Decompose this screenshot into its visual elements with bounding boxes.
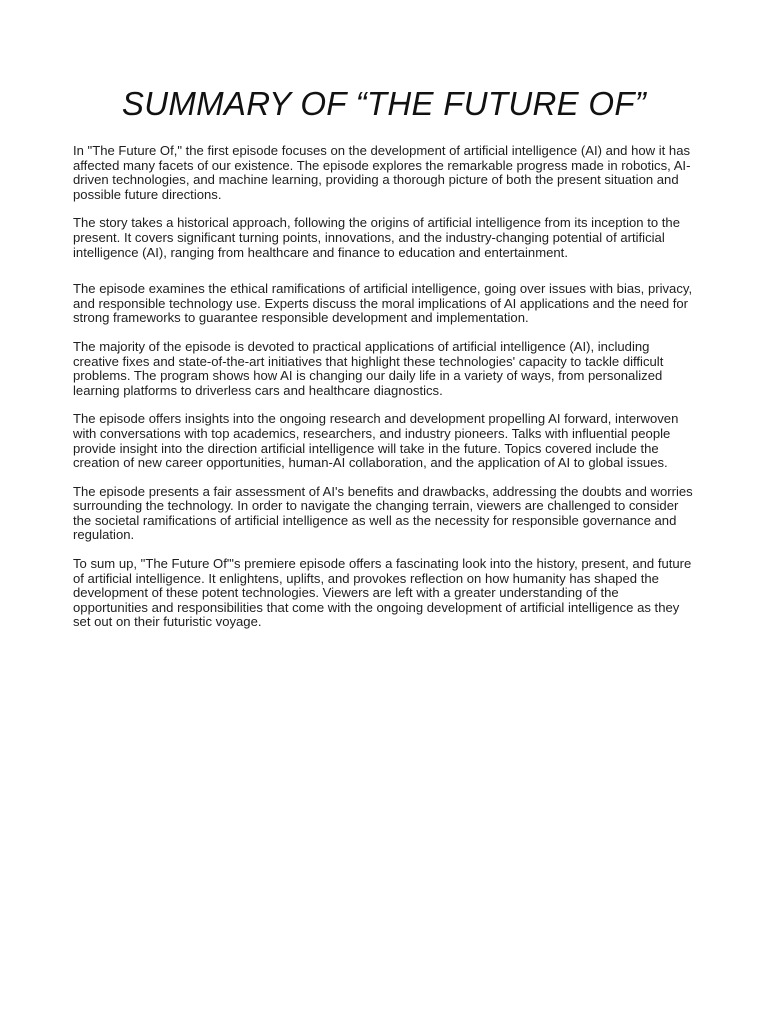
paragraph-assessment: The episode presents a fair assessment of AI's benefits and drawbacks, addressing the doubts and worries surrounding the technology. In order to navigate the changing terrain, viewers are challenged to consider the societal ramifications of artificial intelligence as well as the necessity for responsible governance and regulation. [73, 483, 693, 543]
document-title: SUMMARY OF “THE FUTURE OF” [121, 85, 647, 122]
paragraph-conclusion: To sum up, "The Future Of"'s premiere episode offers a fascinating look into the history, present, and future of artificial intelligence. It enlightens, uplifts, and provokes reflection on how humanity has shaped the development of these potent technologies. Viewers are left with a greater understanding of the opportunities and responsibilities that come with the ongoing development of artificial intelligence as they set out on their futuristic voyage. [73, 556, 692, 630]
document-page [73, 84, 695, 644]
paragraph-intro: In "The Future Of," the first episode focuses on the development of artificial intelligence (AI) and how it has affected many facets of our existence. The episode explores the remarkable progress made in robotics, AI-driven technologies, and machine learning, providing a thorough picture of both the present situation and possible future directions. [73, 143, 691, 202]
paragraph-applications: The majority of the episode is devoted to practical applications of artificial intelligence (AI), including creative fixes and state-of-the-art initiatives that highlight these technologies' capacity to tackle difficult problems. The program shows how AI is changing our daily life in a variety of ways, from personalized learning platforms to driverless cars and healthcare diagnostics. [73, 338, 664, 398]
paragraph-history: The story takes a historical approach, following the origins of artificial intelligence from its inception to the present. It covers significant turning points, innovations, and the industry-changing potential of artificial intelligence (AI), ranging from healthcare and finance to education and entertainment. [73, 215, 680, 260]
paragraph-ethics: The episode examines the ethical ramifications of artificial intelligence, going over issues with bias, privacy, and responsible technology use. Experts discuss the moral implications of AI applications and the need for strong frameworks to guarantee responsible development and implementation. [73, 281, 693, 326]
paragraph-research: The episode offers insights into the ongoing research and development propelling AI forward, interwoven with conversations with top academics, researchers, and industry pioneers. Talks with influential people provide insight into the direction artificial intelligence will take in the future. Topics covered include the creation of new career opportunities, human-AI collaboration, and the application of AI to global issues. [73, 411, 679, 471]
